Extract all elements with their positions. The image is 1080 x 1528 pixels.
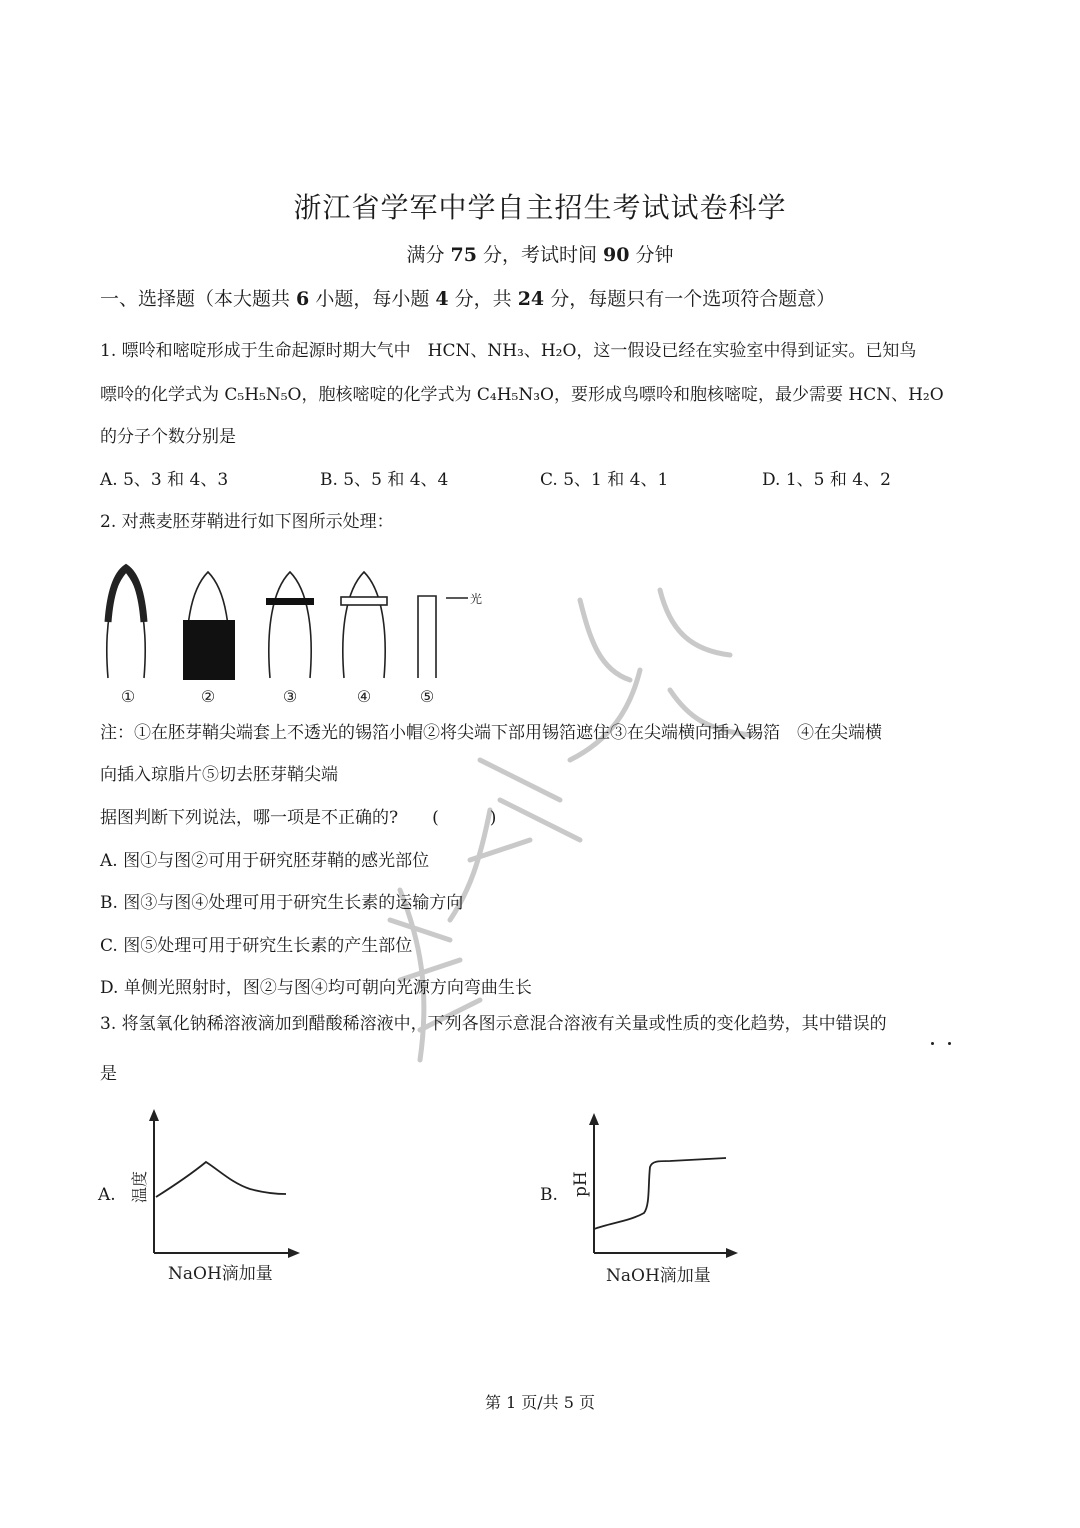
foil-cap [108,568,144,622]
exam-info: 满分 75 分，考试时间 90 分钟 [406,244,674,266]
graph-b-xlabel: NaOH滴加量 [606,1266,711,1286]
graph-a-option[interactable]: A. [98,1185,116,1205]
figure-label-3: ③ [282,687,298,706]
q3-line-1: 3. 将氢氧化钠稀溶液滴加到醋酸稀溶液中，下列各图示意混合溶液有关量或性质的变化趋势，其中错误的 [100,1014,887,1034]
graph-b [560,1105,760,1295]
q2-option-b[interactable]: B. 图③与图④处理可用于研究生长素的运输方向 [100,893,464,913]
q1-line-2: 嘌呤的化学式为 C₅H₅N₅O，胞核嘧啶的化学式为 C₄H₅N₃O，要形成鸟嘌呤和胞核嘧啶，最少需要 HCN、H₂O [100,385,944,405]
foil-sleeve [183,620,235,680]
graph-b-ylabel: pH [571,1171,591,1197]
figure-label-4: ④ [356,687,372,706]
graph-a [120,1105,320,1295]
q1-option-d[interactable]: D. 1、5 和 4、2 [762,470,891,490]
figure-label-2: ② [200,687,216,706]
section-heading: 一、选择题（本大题共 6 小题，每小题 4 分，共 24 分，每题只有一个选项符合题意） [100,288,836,310]
q2-stem: 2. 对燕麦胚芽鞘进行如下图所示处理： [100,512,394,532]
emphasis-dot [948,1042,951,1045]
page-title: 浙江省学军中学自主招生考试试卷科学 [293,191,787,224]
q1-option-b[interactable]: B. 5、5 和 4、4 [320,470,449,490]
q1-line-1: 1. 嘌呤和嘧啶形成于生命起源时期大气中 HCN、NH₃、H₂O，这一假设已经在实验室中得到证实。已知鸟 [100,341,917,361]
q1-line-3: 的分子个数分别是 [100,427,236,447]
q3-line-2: 是 [100,1064,117,1084]
graph-b-option[interactable]: B. [540,1185,558,1205]
q1-option-c[interactable]: C. 5、1 和 4、1 [540,470,669,490]
q2-note-line-2: 向插入琼脂片⑤切去胚芽鞘尖端 [100,765,338,785]
coleoptile-3 [269,572,311,678]
graph-a-xlabel: NaOH滴加量 [168,1264,273,1284]
graph-b-curve [594,1158,726,1229]
coleoptile-figure [96,560,496,710]
figure-label-5: ⑤ [419,687,435,706]
coleoptile-4 [343,572,385,678]
graph-b-x-arrow [726,1248,738,1258]
coleoptile-5 [418,596,436,678]
q2-option-a[interactable]: A. 图①与图②可用于研究胚芽鞘的感光部位 [100,851,430,871]
graph-b-y-arrow [589,1113,599,1125]
q2-option-c[interactable]: C. 图⑤处理可用于研究生长素的产生部位 [100,936,413,956]
graph-a-y-arrow [149,1109,159,1121]
graph-a-curve [156,1162,286,1197]
q2-question: 据图判断下列说法，哪一项是不正确的? ( ) [100,808,497,828]
graph-a-x-arrow [288,1248,300,1258]
light-label: 光 [470,592,483,606]
agar-insert [341,597,387,605]
q1-option-a[interactable]: A. 5、3 和 4、3 [100,470,229,490]
emphasis-dot [931,1042,934,1045]
q2-option-d[interactable]: D. 单侧光照射时，图②与图④均可朝向光源方向弯曲生长 [100,978,532,998]
q2-note-line-1: 注：①在胚芽鞘尖端套上不透光的锡箔小帽②将尖端下部用锡箔遮住③在尖端横向插入锡箔 ④在尖端横 [100,723,882,743]
foil-insert [266,598,314,605]
figure-label-1: ① [120,687,136,706]
graph-a-ylabel: 温度 [130,1170,149,1203]
page-footer: 第 1 页/共 5 页 [484,1393,596,1412]
